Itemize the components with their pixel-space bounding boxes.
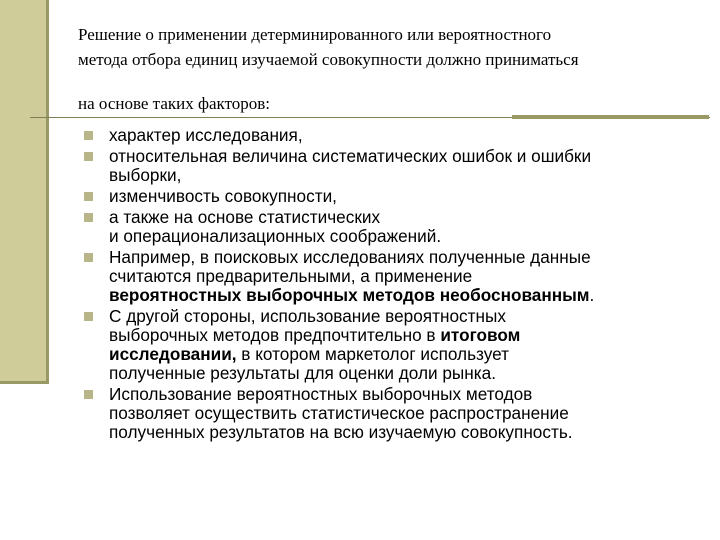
list-item-line: считаются предварительными, а применение xyxy=(109,266,473,286)
square-bullet-icon xyxy=(84,253,93,262)
emphasis-text: итоговом xyxy=(440,325,521,345)
square-bullet-icon xyxy=(84,152,93,161)
list-item xyxy=(83,307,703,383)
list-item-line: полученных результатов на всю изучаемую совокупность. xyxy=(109,422,573,442)
square-bullet-icon xyxy=(84,131,93,140)
slide-title xyxy=(78,22,698,116)
list-item-tail: . xyxy=(589,285,595,305)
title-line-3: на основе таких факторов: xyxy=(78,94,271,113)
list-item-line: С другой стороны, использование вероятностных xyxy=(109,306,506,326)
list-item xyxy=(83,126,703,145)
left-accent-bar-base xyxy=(0,381,49,384)
list-item-line: а также на основе статистических xyxy=(109,207,381,227)
list-item-line: Например, в поисковых исследованиях полученные данные xyxy=(109,247,591,267)
list-item-line xyxy=(109,345,703,364)
list-item xyxy=(83,248,703,305)
title-line-2: метода отбора единиц изучаемой совокупности должно приниматься xyxy=(78,50,579,69)
list-item-line: позволяет осуществить статистическое распространение xyxy=(109,403,569,423)
list-item-text: характер исследования, xyxy=(109,125,303,145)
list-item xyxy=(83,147,703,185)
list-item-line xyxy=(109,286,703,305)
list-item-line: и операционализационных соображений. xyxy=(109,226,442,246)
list-item xyxy=(83,208,703,246)
list-item-text: изменчивость совокупности, xyxy=(109,186,337,206)
factor-list xyxy=(83,126,703,444)
list-item-fragment: выборочных методов предпочтительно в xyxy=(109,325,441,345)
list-item-line: полученные результаты для оценки доли рынка. xyxy=(109,363,496,383)
list-item xyxy=(83,187,703,206)
square-bullet-icon xyxy=(84,312,93,321)
list-item-line: выборки, xyxy=(109,165,182,185)
list-item-line xyxy=(109,326,703,345)
list-item-fragment: в котором маркетолог использует xyxy=(236,344,509,364)
list-item-line: относительная величина систематических ошибок и ошибки xyxy=(109,146,592,166)
title-gap xyxy=(78,72,698,91)
list-item xyxy=(83,385,703,442)
list-item-line: Использование вероятностных выборочных методов xyxy=(109,384,533,404)
square-bullet-icon xyxy=(84,213,93,222)
left-accent-bar xyxy=(0,0,46,382)
emphasis-text: исследовании, xyxy=(109,344,237,364)
title-line-1: Решение о применении детерминированного или вероятностного xyxy=(78,25,552,44)
divider-accent xyxy=(512,115,709,119)
left-accent-bar-edge xyxy=(46,0,49,384)
square-bullet-icon xyxy=(84,192,93,201)
emphasis-text: вероятностных выборочных методов необоснованным xyxy=(109,285,590,305)
square-bullet-icon xyxy=(84,390,93,399)
